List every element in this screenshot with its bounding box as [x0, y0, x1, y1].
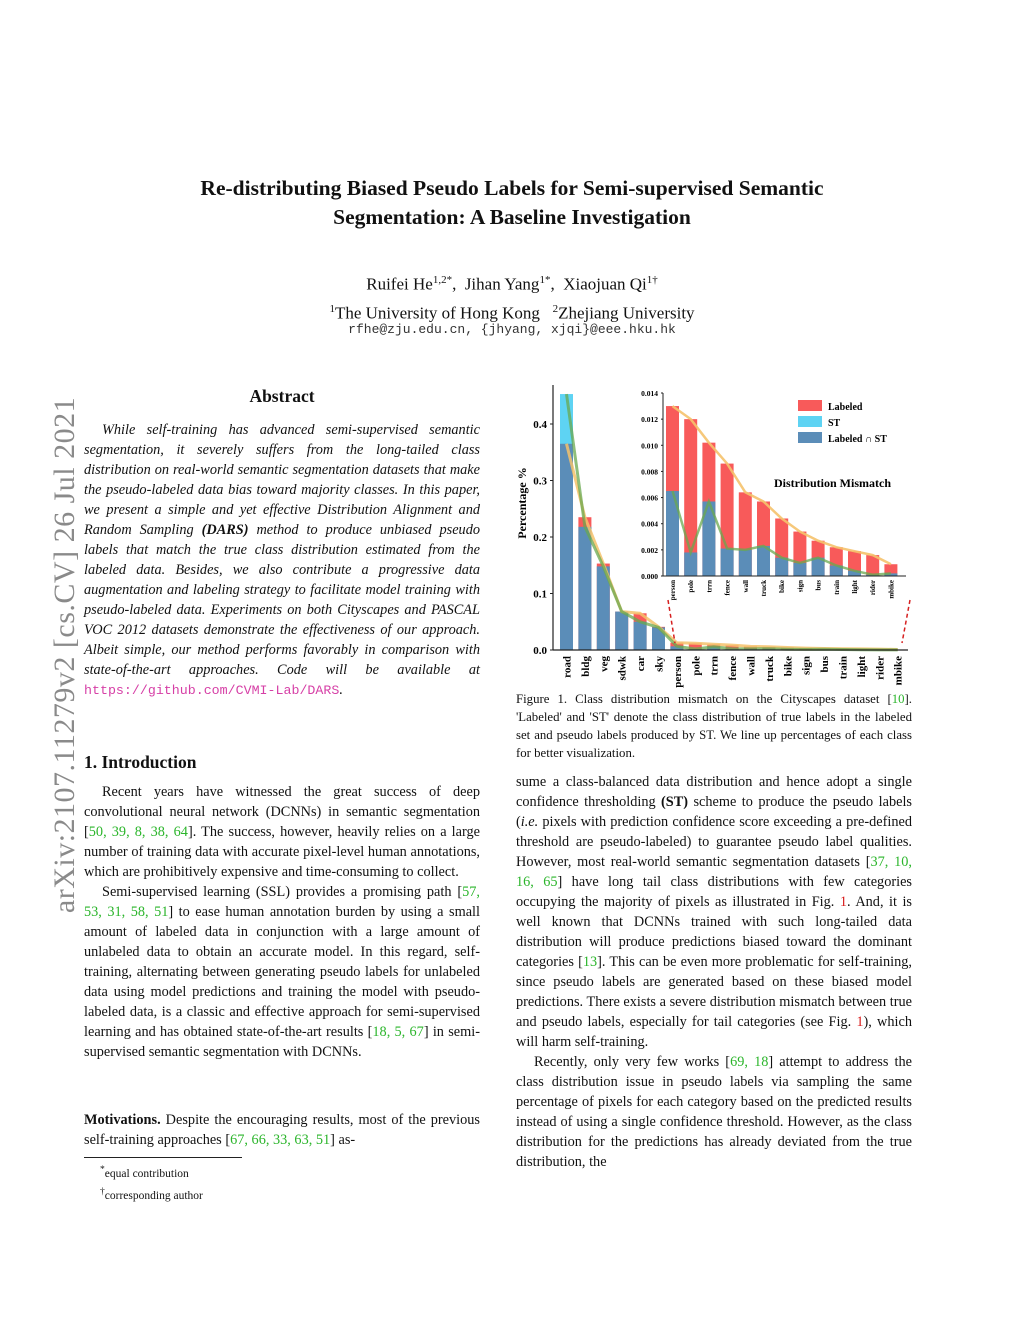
- x-tick-label: light: [855, 656, 868, 678]
- y-tick-label: 0.1: [533, 588, 547, 601]
- text: sume a class-balanced data distribution and hence adopt a single confidence thresholding: [516, 774, 912, 810]
- inset-x-tick-label: rider: [869, 580, 878, 596]
- inset-x-tick-label: pole: [687, 580, 696, 593]
- inset-x-tick-label: trrn: [705, 580, 714, 593]
- affiliations: [100, 297, 924, 326]
- text: ] have long tail class distributions with few categories occupying the majority of pixels as illustrated in Fig.: [516, 874, 912, 910]
- legend-label: Labeled ∩ ST: [828, 434, 887, 445]
- arxiv-stamp: arXiv:2107.11279v2 [cs.CV] 26 Jul 2021: [48, 396, 81, 914]
- bar-overlap-bldg: [578, 527, 591, 650]
- x-tick-label: veg: [598, 656, 611, 672]
- x-tick-label: rider: [874, 656, 887, 680]
- affiliation-sup: 2: [552, 302, 559, 315]
- x-tick-label: sign: [800, 656, 813, 675]
- inset-bar-overlap-bike: [775, 558, 788, 576]
- citation-link[interactable]: 50, 39, 8, 38, 64: [88, 824, 188, 840]
- x-tick-label: bldg: [579, 656, 592, 677]
- inset-x-tick-label: truck: [760, 580, 768, 597]
- inset-x-tick-label: bike: [778, 580, 787, 593]
- figure-ref-link[interactable]: 1: [856, 1014, 864, 1030]
- figure-caption: [516, 690, 912, 762]
- author-list: Ruifei $He^{1,2*}$, Jihan Yang$^{1*}$, Xiaojuan $Qi^{1\dagger}$: [366, 274, 658, 294]
- inset-x-tick-label: fence: [723, 580, 732, 596]
- text: ] as-: [330, 1132, 356, 1148]
- author-block: [100, 268, 924, 325]
- y-tick-label: 0.4: [533, 419, 547, 431]
- author-name: Xiaojuan Qi: [563, 274, 647, 294]
- x-tick-label: pole: [690, 656, 703, 676]
- bar-overlap-sdwk: [615, 612, 628, 650]
- text: Figure 1. Class distribution mismatch on the Cityscapes dataset [: [516, 692, 892, 706]
- footnote-text: equal contribution: [104, 1167, 189, 1180]
- inset-y-tick-label: 0.004: [641, 519, 658, 529]
- punct: .: [339, 682, 343, 698]
- affiliation: The University of Hong Kong: [334, 303, 540, 323]
- figure-1-chart: [510, 385, 920, 690]
- intro-paragraph-3: [516, 772, 912, 1052]
- abstract-text: method to produce unbiased pseudo labels that match the true class distribution estimated from the labeled data. Besides, we also contribute a progressive data augmentation and labeling strategy to facilitate model training with pseudo-labeled data. Experiments on both Cityscapes and PASCAL VOC 2012 datasets demonstrate the effectiveness of our approach. Albeit simple, our method performs favorably in comparison with state-of-the-art approaches. Code will be available at: [84, 522, 480, 678]
- code-link[interactable]: https://github.com/CVMI-Lab/DARS: [84, 683, 340, 698]
- legend-label: ST: [828, 418, 841, 429]
- bar-overlap-road: [560, 444, 573, 650]
- x-tick-label: bike: [782, 656, 795, 677]
- inset-y-tick-label: 0.008: [641, 467, 658, 477]
- x-tick-label: sdwk: [616, 656, 629, 681]
- legend-swatch: [798, 400, 822, 411]
- inset-x-tick-label: bus: [814, 580, 823, 591]
- affiliation-sup: 1: [329, 302, 335, 315]
- x-tick-label: train: [837, 656, 850, 680]
- citation-link[interactable]: 18, 5, 67: [372, 1024, 424, 1040]
- text: Recent years have witnessed the great success of deep convolutional neural network (DCNNs) in semantic segmentation [: [84, 784, 480, 840]
- inset-bar-overlap-wall: [739, 550, 752, 576]
- citation-link[interactable]: 10: [891, 692, 905, 706]
- citation-link[interactable]: 67, 66, 33, 63, 51: [230, 1132, 331, 1148]
- x-tick-label: sky: [653, 656, 666, 672]
- inset-y-tick-label: 0.002: [641, 545, 658, 555]
- inset-y-tick-label: 0.014: [641, 389, 658, 398]
- citation-link[interactable]: 57, 53, 31, 58, 51: [84, 884, 480, 920]
- citation-link[interactable]: 69, 18: [730, 1054, 769, 1070]
- paper-title: [100, 174, 924, 232]
- motivations-paragraph: [84, 1110, 480, 1150]
- inset-bar-overlap-sign: [793, 563, 806, 576]
- inset-annotation: Distribution Mismatch: [774, 476, 891, 490]
- section-heading-introduction: 1. Introduction: [84, 752, 197, 772]
- text: ]. This can be even more problematic for self-training, since pseudo labels are generated based on these biased model predictions. There exists a severe distribution mismatch between true and pseudo labels, especially for tail categories (see Fig.: [516, 954, 912, 1030]
- legend-label: Labeled: [828, 402, 863, 413]
- x-tick-label: truck: [763, 656, 776, 682]
- text: . And, it is well known that DCNNs trained with such long-tailed data distribution will produce predictions biased toward the dominant categories [: [516, 894, 912, 970]
- author-sup: 1*: [539, 274, 551, 286]
- motivations-label: Motivations.: [84, 1112, 161, 1128]
- y-tick-label: 0.2: [533, 532, 547, 544]
- x-tick-label: wall: [745, 656, 758, 676]
- zoom-connector-right: [902, 600, 910, 643]
- author-emails: rfhe@zju.edu.cn, {jhyang, xjqi}@eee.hku.hk: [348, 322, 676, 337]
- inset-x-tick-label: mbike: [887, 580, 896, 599]
- x-tick-label: bus: [819, 656, 832, 673]
- text: ] to ease human annotation burden by using a small amount of labeled data in conjunction with a large amount of unlabeled data to obtain an accurate model. In this regard, self-training, alternating between generating pseudo labels for unlabeled data using model predictions and training the model with pseudo-labeled data, is a classic and effective approach for semi-supervised learning and has obtained state-of-the-art results [: [84, 904, 480, 1040]
- title-line-1: Re-distributing Biased Pseudo Labels for Semi-supervised Semantic: [200, 176, 824, 200]
- figure-ref-link[interactable]: 1: [839, 894, 848, 910]
- text: i.e.: [520, 814, 539, 830]
- affiliation: Zhejiang University: [558, 303, 695, 323]
- title-line-2: Segmentation: A Baseline Investigation: [333, 205, 691, 229]
- citation-link[interactable]: 13: [582, 954, 598, 970]
- text: ]. 'Labeled' and 'ST' denote the class distribution of true labels in the labeled set and pseudo labels produced by ST. We line up percentages of each class for better visualization.: [516, 692, 912, 760]
- footnotes: [100, 1161, 203, 1205]
- text: pixels with prediction confidence score exceeding a pre-defined threshold are pseudo-labeled) to guarantee pseudo label qualities. However, most real-world semantic segmentation datasets [: [516, 814, 912, 870]
- inset-x-tick-label: wall: [741, 580, 750, 593]
- text: Despite the encouraging results, most of the previous self-training approaches [: [84, 1112, 480, 1148]
- inset-y-tick-label: 0.006: [641, 493, 658, 503]
- inset-y-tick-label: 0.010: [641, 441, 658, 451]
- x-tick-label: fence: [727, 656, 740, 681]
- inset-x-tick-label: person: [669, 580, 677, 601]
- intro-right-column: [516, 772, 912, 1172]
- inset-y-tick-label: 0.012: [641, 415, 658, 425]
- footnote: [100, 1161, 203, 1183]
- abstract-text: While self-training has advanced semi-supervised semantic segmentation, it severely suffers from the long-tailed class distribution on real-world semantic segmentation datasets that make the pseudo-labeled data bias toward majority classes. In this paper, we present a simple and yet effective Distribution Alignment and Random Sampling: [84, 422, 480, 538]
- footnote-rule: [84, 1157, 242, 1158]
- text: ] attempt to address the class distribution issue in pseudo labels via sampling the same percentage of pixels for each category based on the predicted results instead of using a single confidence threshold. However, as the class distribution for the predictions has already deviated from the true distribution, the: [516, 1054, 912, 1170]
- footnote-mark: *: [100, 1164, 105, 1175]
- intro-left-column: [84, 782, 480, 1062]
- y-tick-label: 0.0: [533, 645, 547, 657]
- x-tick-label: car: [635, 656, 648, 672]
- x-tick-label: trrn: [708, 656, 721, 676]
- x-tick-label: road: [561, 656, 574, 678]
- x-tick-label: mbike: [892, 656, 905, 686]
- footnote-text: corresponding author: [104, 1189, 203, 1202]
- text: ), which will harm self-training.: [516, 1014, 912, 1050]
- legend-swatch: [798, 432, 822, 443]
- legend-swatch: [798, 416, 822, 427]
- text: Recently, only very few works [: [534, 1054, 731, 1070]
- dars-acronym: (DARS): [201, 522, 249, 538]
- inset-y-tick-label: 0.000: [641, 572, 658, 581]
- y-axis-label: Percentage %: [515, 467, 529, 539]
- abstract-heading: Abstract: [249, 386, 315, 406]
- intro-paragraph-1: [84, 782, 480, 882]
- abstract-body: [84, 420, 480, 701]
- text: ]. The success, however, heavily relies on a large number of training data with accurate pixel-level human annotations, which are prohibitively expensive and time-consuming to collect.: [84, 824, 480, 880]
- x-tick-label: person: [671, 656, 684, 688]
- author-name: Jihan Yang: [464, 274, 540, 294]
- bar-overlap-car: [634, 622, 647, 650]
- inset-x-tick-label: sign: [796, 580, 805, 593]
- author-sup: 1,2*: [432, 274, 453, 286]
- bar-chart: [510, 385, 920, 690]
- citation-link[interactable]: 37, 10, 16, 65: [516, 854, 912, 890]
- author-sup: 1†: [646, 274, 658, 286]
- inset-x-tick-label: light: [851, 580, 859, 594]
- footnote: [100, 1183, 203, 1205]
- y-tick-label: 0.3: [533, 475, 547, 488]
- text: scheme to produce the pseudo labels (: [516, 794, 912, 830]
- inset-bar-overlap-fence: [721, 549, 734, 576]
- text: Semi-supervised learning (SSL) provides a promising path [: [102, 884, 463, 900]
- footnote-mark: †: [100, 1185, 105, 1197]
- st-acronym: (ST): [661, 794, 689, 810]
- inset-x-tick-label: train: [832, 580, 841, 595]
- intro-paragraph-2: [84, 882, 480, 1062]
- author-name: Ruifei He: [366, 274, 433, 294]
- text: ] in semi-supervised semantic segmentation with DCNNs.: [84, 1024, 480, 1060]
- intro-paragraph-4: [516, 1052, 912, 1172]
- inset-bar-overlap-truck: [757, 546, 770, 576]
